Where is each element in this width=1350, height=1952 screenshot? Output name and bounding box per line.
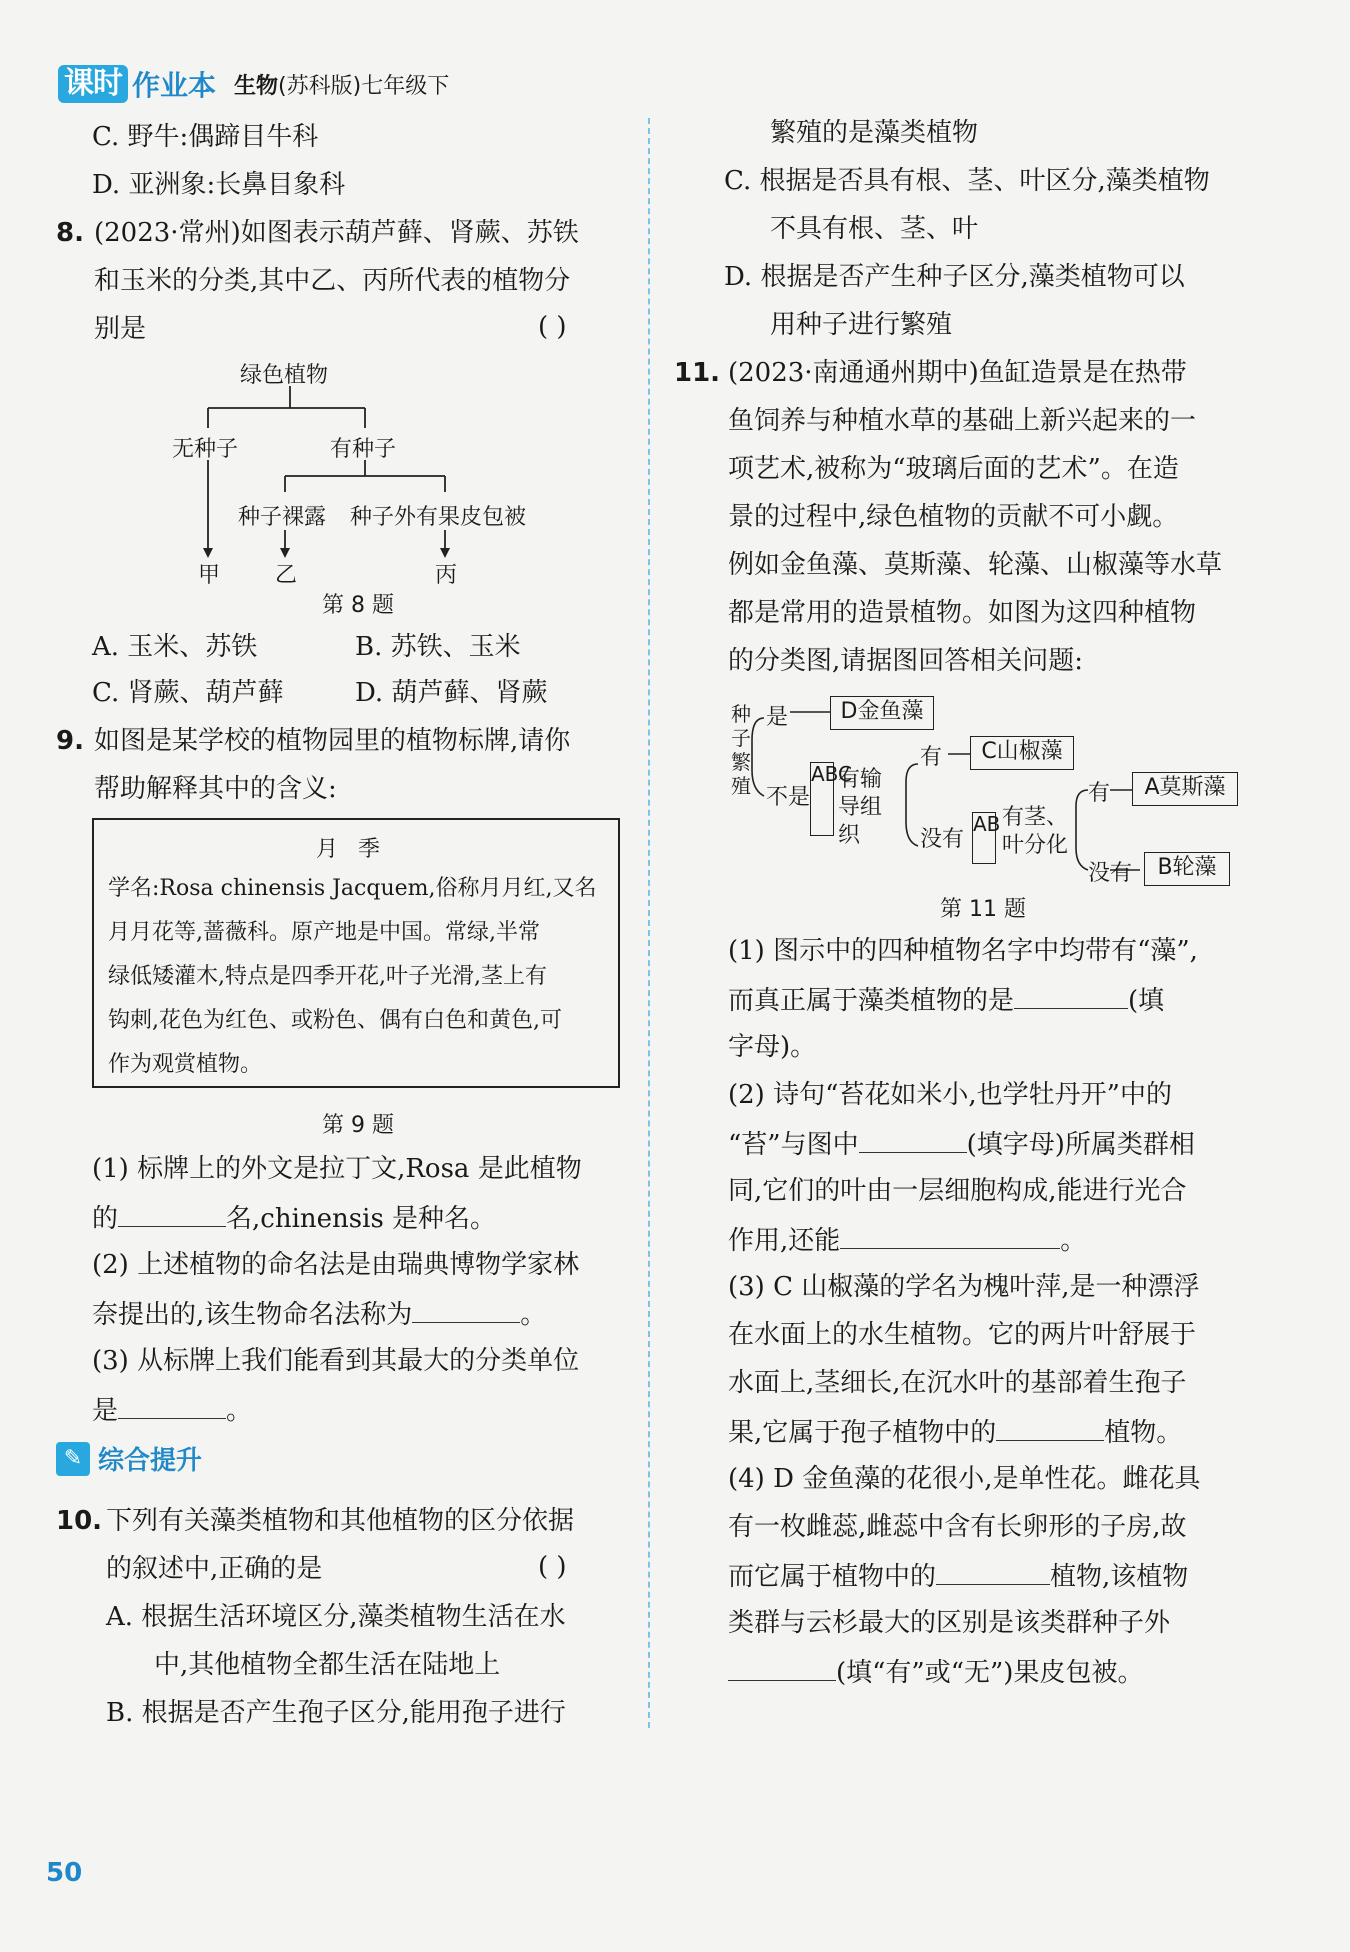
q11-sub4-line1: (4) D 金鱼藻的花很小,是单性花。雌花具 bbox=[728, 1464, 1201, 1494]
q11-sub1-line3: 字母)。 bbox=[728, 1032, 817, 1062]
diagram-no: 不是 bbox=[766, 785, 811, 810]
answer-blank[interactable] bbox=[1014, 982, 1128, 1009]
section-title: 综合提升 bbox=[98, 1446, 203, 1476]
q8-number: 8. bbox=[56, 218, 84, 248]
q11-stem-line: 项艺术,被称为“玻璃后面的艺术”。在造 bbox=[728, 454, 1179, 484]
q8-option-b: B. 苏铁、玉米 bbox=[355, 632, 521, 662]
text: 。 bbox=[520, 1300, 547, 1330]
q9-sub2-line1: (2) 上述植物的命名法是由瑞典博物学家林 bbox=[92, 1250, 580, 1280]
tree-no-seed: 无种子 bbox=[172, 437, 239, 462]
q11-stem-line: 的分类图,请据图回答相关问题: bbox=[728, 646, 1084, 676]
text: 。 bbox=[1060, 1226, 1087, 1256]
q11-sub2-line3: 同,它们的叶由一层细胞构成,能进行光合 bbox=[728, 1176, 1187, 1206]
q10-option-a-line2: 中,其他植物全都生活在陆地上 bbox=[154, 1650, 501, 1680]
answer-blank[interactable] bbox=[996, 1414, 1104, 1441]
text: 是 bbox=[92, 1396, 119, 1426]
tree-covered-seed: 种子外有果皮包被 bbox=[350, 505, 527, 530]
q7-option-c: C. 野牛:偶蹄目牛科 bbox=[92, 122, 319, 152]
q9-number: 9. bbox=[56, 726, 84, 756]
edition-label: (苏科版)七年级下 bbox=[278, 73, 450, 99]
page-number: 50 bbox=[46, 1858, 83, 1888]
diagram-none2: 没有 bbox=[1088, 861, 1133, 886]
card-title: 月季 bbox=[315, 837, 400, 862]
q11-sub2-line2 bbox=[728, 1126, 1195, 1162]
q11-stem-line: 景的过程中,绿色植物的贡献不可小觑。 bbox=[728, 502, 1179, 532]
q10-option-b-line1: B. 根据是否产生孢子区分,能用孢子进行 bbox=[106, 1698, 566, 1728]
q11-sub1-line1: (1) 图示中的四种植物名字中均带有“藻”, bbox=[728, 936, 1198, 966]
text: (填字母)所属类群相 bbox=[966, 1130, 1195, 1160]
q8-stem-line2: 和玉米的分类,其中乙、丙所代表的植物分 bbox=[94, 266, 571, 296]
diagram-has: 有 bbox=[920, 745, 943, 770]
vascular-tissue-label: 有输导组织 bbox=[838, 767, 883, 848]
q10-option-b-line2: 繁殖的是藻类植物 bbox=[770, 118, 979, 148]
q11-sub3-line3: 水面上,茎细长,在沉水叶的基部着生孢子 bbox=[728, 1368, 1187, 1398]
card-line: 绿低矮灌木,特点是四季开花,叶子光滑,茎上有 bbox=[108, 964, 547, 989]
q10-option-a-line1: A. 根据生活环境区分,藻类植物生活在水 bbox=[106, 1602, 566, 1632]
q10-stem-line1: 下列有关藻类植物和其他植物的区分依据 bbox=[106, 1506, 575, 1536]
text: 奈提出的,该生物命名法称为 bbox=[92, 1300, 413, 1330]
text: 。 bbox=[226, 1396, 253, 1426]
diagram-yes: 是 bbox=[766, 705, 789, 730]
text: 名,chinensis 是种名。 bbox=[226, 1204, 497, 1234]
tree-jia: 甲 bbox=[198, 563, 221, 588]
q10-stem-line2: 的叙述中,正确的是 bbox=[106, 1554, 323, 1584]
q11-stem-line: (2023·南通通州期中)鱼缸造景是在热带 bbox=[728, 358, 1187, 388]
node-c: C山椒藻 bbox=[970, 736, 1074, 770]
brand-logo: 课时 bbox=[58, 65, 128, 103]
diagram-none: 没有 bbox=[920, 827, 965, 852]
q10-answer-paren: ( ) bbox=[538, 1552, 567, 1582]
node-a: A莫斯藻 bbox=[1132, 772, 1238, 806]
tree-yi: 乙 bbox=[275, 563, 298, 588]
q11-number: 11. bbox=[674, 358, 721, 388]
node-ab: AB bbox=[972, 812, 996, 864]
node-d: D金鱼藻 bbox=[830, 696, 934, 730]
text: 果,它属于孢子植物中的 bbox=[728, 1418, 997, 1448]
q11-sub4-line3 bbox=[728, 1558, 1188, 1594]
q8-stem-line3: 别是 bbox=[94, 314, 147, 344]
q9-sub3-line1: (3) 从标牌上我们能看到其最大的分类单位 bbox=[92, 1346, 580, 1376]
q7-option-d: D. 亚洲象:长鼻目象科 bbox=[92, 170, 346, 200]
q8-option-c: C. 肾蕨、葫芦藓 bbox=[92, 678, 284, 708]
q8-stem-line1: (2023·常州)如图表示葫芦藓、肾蕨、苏铁 bbox=[94, 218, 579, 248]
q11-sub4-line5 bbox=[728, 1654, 1143, 1690]
q8-option-d: D. 葫芦藓、肾蕨 bbox=[355, 678, 548, 708]
answer-blank[interactable] bbox=[728, 1654, 836, 1681]
q10-option-d-line2: 用种子进行繁殖 bbox=[770, 310, 953, 340]
pencil-icon: ✎ bbox=[56, 1442, 90, 1476]
tree-root: 绿色植物 bbox=[240, 363, 329, 388]
answer-blank[interactable] bbox=[859, 1126, 967, 1153]
tree-bing: 丙 bbox=[435, 563, 458, 588]
q11-stem-line: 都是常用的造景植物。如图为这四种植物 bbox=[728, 598, 1197, 628]
card-line: 作为观赏植物。 bbox=[108, 1052, 263, 1077]
text: 而它属于植物中的 bbox=[728, 1562, 937, 1592]
q11-sub1-line2 bbox=[728, 982, 1164, 1018]
q8-option-a: A. 玉米、苏铁 bbox=[92, 632, 258, 662]
q9-caption: 第 9 题 bbox=[322, 1113, 394, 1138]
brand-name: 作业本 bbox=[132, 69, 217, 102]
answer-blank[interactable] bbox=[840, 1222, 1060, 1249]
text: “苔”与图中 bbox=[728, 1130, 859, 1160]
card-line: 学名:Rosa chinensis Jacquem,俗称月月红,又名 bbox=[108, 876, 597, 901]
diagram-has2: 有 bbox=[1088, 781, 1111, 806]
q11-sub2-line4 bbox=[728, 1222, 1086, 1258]
q11-sub3-line2: 在水面上的水生植物。它的两片叶舒展于 bbox=[728, 1320, 1197, 1350]
seed-reproduction-label: 种子繁殖 bbox=[731, 702, 751, 798]
q11-sub4-line4: 类群与云杉最大的区别是该类群种子外 bbox=[728, 1608, 1171, 1638]
q11-sub2-line1: (2) 诗句“苔花如米小,也学牡丹开”中的 bbox=[728, 1080, 1172, 1110]
q10-option-c-line2: 不具有根、茎、叶 bbox=[770, 214, 979, 244]
text: (填“有”或“无”)果皮包被。 bbox=[836, 1658, 1144, 1688]
q10-option-c-line1: C. 根据是否具有根、茎、叶区分,藻类植物 bbox=[724, 166, 1210, 196]
q11-sub4-line2: 有一枚雌蕊,雌蕊中含有长卵形的子房,故 bbox=[728, 1512, 1187, 1542]
q9-sub1-line1: (1) 标牌上的外文是拉丁文,Rosa 是此植物 bbox=[92, 1154, 582, 1184]
q11-sub3-line4 bbox=[728, 1414, 1182, 1450]
card-line: 钩刺,花色为红色、或粉色、偶有白色和黄色,可 bbox=[108, 1008, 562, 1033]
q10-number: 10. bbox=[56, 1506, 103, 1536]
q9-stem-line1: 如图是某学校的植物园里的植物标牌,请你 bbox=[94, 726, 571, 756]
subject-title: 生物 bbox=[234, 73, 279, 99]
q8-answer-paren: ( ) bbox=[538, 312, 567, 342]
node-b: B轮藻 bbox=[1144, 852, 1230, 886]
text: 作用,还能 bbox=[728, 1226, 841, 1256]
q11-stem-line: 鱼饲养与种植水草的基础上新兴起来的一 bbox=[728, 406, 1197, 436]
q11-sub3-line1: (3) C 山椒藻的学名为槐叶萍,是一种漂浮 bbox=[728, 1272, 1200, 1302]
tree-has-seed: 有种子 bbox=[330, 437, 397, 462]
q10-option-d-line1: D. 根据是否产生种子区分,藻类植物可以 bbox=[724, 262, 1185, 292]
node-abc: ABC bbox=[810, 762, 834, 836]
stem-leaf-label: 有茎、叶分化 bbox=[1002, 805, 1069, 858]
answer-blank[interactable] bbox=[936, 1558, 1050, 1585]
text: 植物,该植物 bbox=[1050, 1562, 1189, 1592]
q8-caption: 第 8 题 bbox=[322, 593, 394, 618]
q11-caption: 第 11 题 bbox=[940, 897, 1026, 922]
text: 植物。 bbox=[1104, 1418, 1183, 1448]
text: 的 bbox=[92, 1204, 119, 1234]
card-line: 月月花等,蔷薇科。原产地是中国。常绿,半常 bbox=[108, 920, 540, 945]
text: 而真正属于藻类植物的是 bbox=[728, 986, 1015, 1016]
q11-stem-line: 例如金鱼藻、莫斯藻、轮藻、山椒藻等水草 bbox=[728, 550, 1223, 580]
q9-stem-line2: 帮助解释其中的含义: bbox=[94, 774, 337, 804]
tree-naked-seed: 种子裸露 bbox=[238, 505, 327, 530]
text: (填 bbox=[1128, 986, 1165, 1016]
